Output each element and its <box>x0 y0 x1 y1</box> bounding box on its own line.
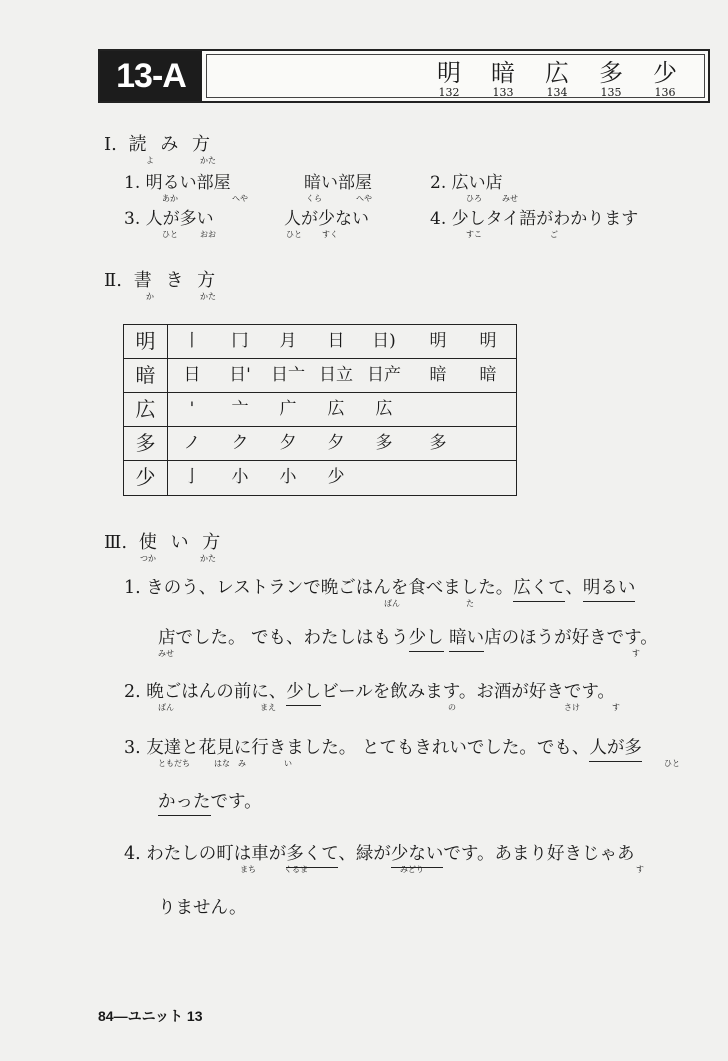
ruby: さけ <box>564 703 580 712</box>
stroke-step: ク <box>231 433 249 453</box>
stroke-step: 夕 <box>279 433 297 453</box>
header-kanji: 少 136 <box>653 59 677 99</box>
table-kanji-cell: 広 <box>124 393 168 426</box>
ruby: す <box>612 703 620 712</box>
usage-sentence-4-line-1: 4. わたしの町は車が多くて、緑が少ないです。あまり好きじゃあ <box>124 842 635 866</box>
usage-sentence-4-line-2: りません。 <box>158 898 247 918</box>
stroke-step: 暗 <box>479 365 497 385</box>
kanji-panel <box>206 54 705 98</box>
stroke-step: 日 <box>327 331 345 351</box>
stroke-step: 小 <box>231 467 249 487</box>
stroke-step: 月 <box>279 331 297 351</box>
page-footer: 84—ユニット 13 <box>98 1008 203 1024</box>
stroke-step: 明 <box>479 331 497 351</box>
ruby: まえ <box>260 703 276 712</box>
stroke-step: 日' <box>229 365 251 385</box>
header-kanji: 多 135 <box>599 59 623 99</box>
stroke-step: 日立 <box>319 365 353 385</box>
stroke-step: ' <box>189 399 195 419</box>
stroke-step: 亅 <box>183 467 201 487</box>
ruby: まち <box>240 865 256 874</box>
stroke-step: 日) <box>372 331 396 351</box>
stroke-step: 小 <box>279 467 297 487</box>
ruby: すこ <box>466 230 482 239</box>
table-kanji-cell: 明 <box>124 325 168 358</box>
table-row <box>124 461 516 495</box>
stroke-step: 冂 <box>231 331 249 351</box>
header-kanji: 暗 133 <box>491 59 515 99</box>
stroke-step: 広 <box>327 399 345 419</box>
ruby: ご <box>550 230 558 239</box>
ruby: あか <box>162 194 178 203</box>
ruby: おお <box>200 230 216 239</box>
stroke-step: 暗 <box>429 365 447 385</box>
stroke-step: 広 <box>375 399 393 419</box>
header-kanji: 明 132 <box>437 59 461 99</box>
usage-sentence-2: 2. 晩ごはんの前に、少しビールを飲みます。お酒が好きです。 <box>124 680 615 704</box>
ruby: へや <box>356 194 372 203</box>
ruby: ひと <box>286 230 302 239</box>
ruby: ばん <box>158 703 174 712</box>
ruby: つか <box>140 554 156 563</box>
ruby: みどり <box>400 865 424 874</box>
section-writing-heading: Ⅱ. 書 き 方 <box>104 270 216 291</box>
reading-item-1: 1. 明るい部屋 <box>124 173 231 193</box>
stroke-order-table <box>123 324 517 496</box>
usage-sentence-1-line-1: 1. きのう、レストランで晩ごはんを食べました。広くて、明るい <box>124 576 635 600</box>
ruby: ともだち <box>158 759 190 768</box>
ruby: みせ <box>158 649 174 658</box>
usage-sentence-1-line-2: 店でした。 でも、わたしはもう少し 暗い店のほうが好きです。 <box>158 626 658 650</box>
stroke-step: 多 <box>375 433 393 453</box>
ruby: ひろ <box>466 194 482 203</box>
ruby: かた <box>200 554 216 563</box>
table-kanji-cell: 暗 <box>124 359 168 392</box>
table-row <box>124 359 516 393</box>
ruby: かた <box>200 292 216 301</box>
ruby: くら <box>306 194 322 203</box>
stroke-step: 明 <box>429 331 447 351</box>
ruby: すく <box>322 230 338 239</box>
usage-sentence-3-line-1: 3. 友達と花見に行きました。 とてもきれいでした。でも、人が多 <box>124 736 642 760</box>
stroke-step: 少 <box>327 467 345 487</box>
table-row <box>124 427 516 461</box>
ruby: ばん <box>384 599 400 608</box>
table-row <box>124 325 516 359</box>
lesson-header <box>98 49 710 103</box>
lesson-label: 13-A <box>100 51 202 101</box>
ruby: の <box>448 703 456 712</box>
usage-sentence-3-line-2: かったです。 <box>158 790 262 814</box>
reading-item-4: 4. 少しタイ語がわかります <box>430 209 639 229</box>
ruby: す <box>636 865 644 874</box>
ruby: みせ <box>502 194 518 203</box>
reading-item-2: 2. 広い店 <box>430 173 503 193</box>
stroke-step: ノ <box>183 433 201 453</box>
stroke-step: 亠 <box>231 399 249 419</box>
section-usage-heading: Ⅲ. 使 い 方 <box>104 532 221 553</box>
ruby: へや <box>232 194 248 203</box>
table-kanji-cell: 多 <box>124 427 168 460</box>
table-row <box>124 393 516 427</box>
reading-item-1b: 暗い部屋 <box>304 173 372 193</box>
stroke-step: 丨 <box>183 331 201 351</box>
header-kanji: 広 134 <box>545 59 569 99</box>
ruby: か <box>146 292 154 301</box>
section-reading-heading: Ⅰ. 読 み 方 <box>104 134 211 155</box>
ruby: くるま <box>284 865 308 874</box>
stroke-step: 夕 <box>327 433 345 453</box>
ruby: かた <box>200 156 216 165</box>
ruby: ひと <box>664 759 680 768</box>
reading-item-3: 3. 人が多い <box>124 209 214 229</box>
stroke-step: 日产 <box>367 365 401 385</box>
ruby: た <box>466 599 474 608</box>
stroke-step: 日亠 <box>271 365 305 385</box>
stroke-step: 广 <box>279 399 297 419</box>
ruby: はな み <box>214 759 246 768</box>
ruby: い <box>284 759 292 768</box>
table-kanji-cell: 少 <box>124 461 168 495</box>
ruby: よ <box>146 156 154 165</box>
reading-item-3b: 人が少ない <box>284 209 369 229</box>
stroke-step: 日 <box>183 365 201 385</box>
stroke-step: 多 <box>429 433 447 453</box>
ruby: す <box>632 649 640 658</box>
ruby: ひと <box>162 230 178 239</box>
